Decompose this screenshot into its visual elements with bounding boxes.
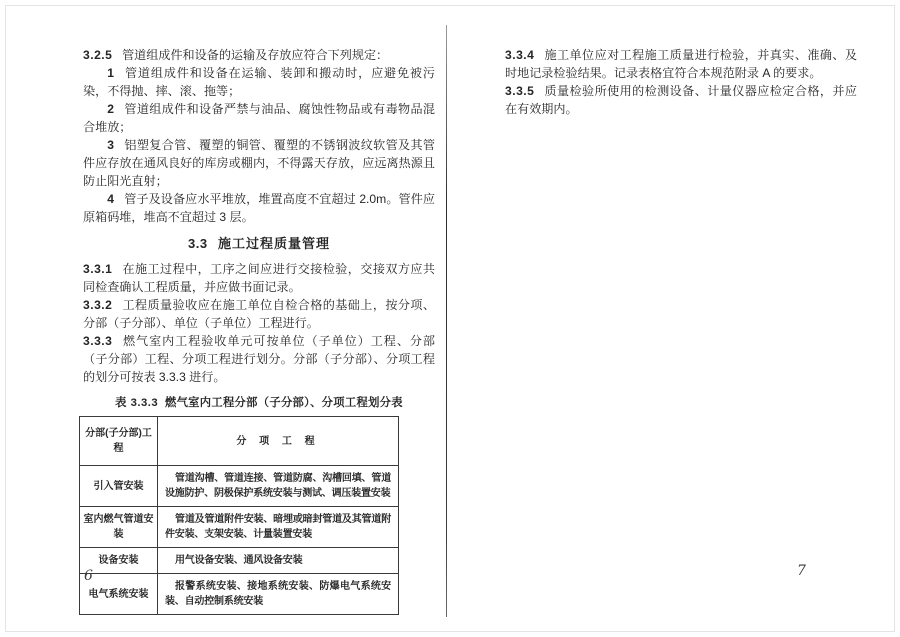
page-left [83, 46, 435, 615]
subclause-text: 管子及设备应水平堆放，堆置高度不宜超过 2.0m。管件应原箱码堆，堆高不宜超过 3 层。 [83, 192, 435, 224]
clause-number: 3.3.1 [83, 262, 113, 276]
part-cell: 设备安装 [80, 548, 158, 574]
clause-text: 燃气室内工程验收单元可按单位（子单位）工程、分部（子分部）工程、分项工程进行划分。分部（子分部）、分项工程的划分可按表 3.3.3 进行。 [83, 334, 435, 384]
clause-text: 质量检验所使用的检测设备、计量仪器应检定合格，并应在有效期内。 [505, 84, 857, 116]
clause-number: 3.3.3 [83, 334, 113, 348]
clause-text: 施工单位应对工程施工质量进行检验，并真实、准确、及时地记录检验结果。记录表格宜符合本规范附录 A 的要求。 [505, 48, 857, 80]
subclause-text: 管道组成件和设备严禁与油品、腐蚀性物品或有毒物品混合堆放； [83, 102, 435, 134]
clause-3-3-3 [83, 332, 435, 386]
division-table [79, 416, 399, 615]
subclause-1 [83, 64, 435, 100]
clause-3-3-4 [505, 46, 857, 82]
subclause-number: 1 [107, 66, 115, 80]
table-row [80, 574, 399, 615]
clause-number: 3.3.4 [505, 48, 535, 62]
subclause-number: 4 [107, 192, 115, 206]
table-caption [83, 394, 435, 412]
subclause-number: 3 [107, 138, 115, 152]
section-number: 3.3 [188, 236, 208, 251]
subclause-4 [83, 190, 435, 226]
clause-3-3-2 [83, 296, 435, 332]
subclause-number: 2 [107, 102, 115, 116]
part-cell: 电气系统安装 [80, 574, 158, 615]
section-heading-3-3 [83, 235, 435, 253]
table-row [80, 507, 399, 548]
subclause-3 [83, 136, 435, 190]
table-header-items: 分 项 工 程 [158, 417, 399, 466]
clause-text: 工程质量验收应在施工单位自检合格的基础上，按分项、分部（子分部）、单位（子单位）工程进行。 [83, 298, 435, 330]
part-cell: 引入管安装 [80, 466, 158, 507]
table-header-part: 分部(子分部)工程 [80, 417, 158, 466]
subclause-text: 管道组成件和设备在运输、装卸和搬动时，应避免被污染，不得抛、摔、滚、拖等； [83, 66, 435, 98]
clause-text: 在施工过程中，工序之间应进行交接检验，交接双方应共同检查确认工程质量，并应做书面记录。 [83, 262, 435, 294]
items-cell: 管道及管道附件安装、暗埋或暗封管道及其管道附件安装、支架安装、计量装置安装 [158, 507, 399, 548]
items-cell: 管道沟槽、管道连接、管道防腐、沟槽回填、管道设施防护、阴极保护系统安装与测试、调压装置安装 [158, 466, 399, 507]
page-number-left: 6 [84, 568, 93, 584]
clause-number: 3.3.5 [505, 84, 535, 98]
page-right [505, 46, 857, 118]
part-cell: 室内燃气管道安装 [80, 507, 158, 548]
items-cell: 用气设备安装、通风设备安装 [158, 548, 399, 574]
clause-3-2-5 [83, 46, 435, 64]
subclause-text: 铝塑复合管、覆塑的铜管、覆塑的不锈钢波纹软管及其管件应存放在通风良好的库房或棚内，不得露天存放，应远离热源且防止阳光直射； [83, 138, 435, 188]
page-number-right: 7 [797, 563, 806, 579]
clause-number: 3.2.5 [83, 48, 113, 62]
table-caption-title: 燃气室内工程分部（子分部）、分项工程划分表 [164, 397, 403, 409]
clause-number: 3.3.2 [83, 298, 113, 312]
table-row [80, 548, 399, 574]
table-header-row [80, 417, 399, 466]
table-caption-number: 表 3.3.3 [115, 397, 159, 409]
page-divider-line [446, 25, 447, 617]
section-title: 施工过程质量管理 [217, 236, 330, 251]
clause-3-3-1 [83, 260, 435, 296]
table-row [80, 466, 399, 507]
subclause-2 [83, 100, 435, 136]
clause-text: 管道组成件和设备的运输及存放应符合下列规定： [122, 48, 389, 62]
clause-3-3-5 [505, 82, 857, 118]
items-cell: 报警系统安装、接地系统安装、防爆电气系统安装、自动控制系统安装 [158, 574, 399, 615]
